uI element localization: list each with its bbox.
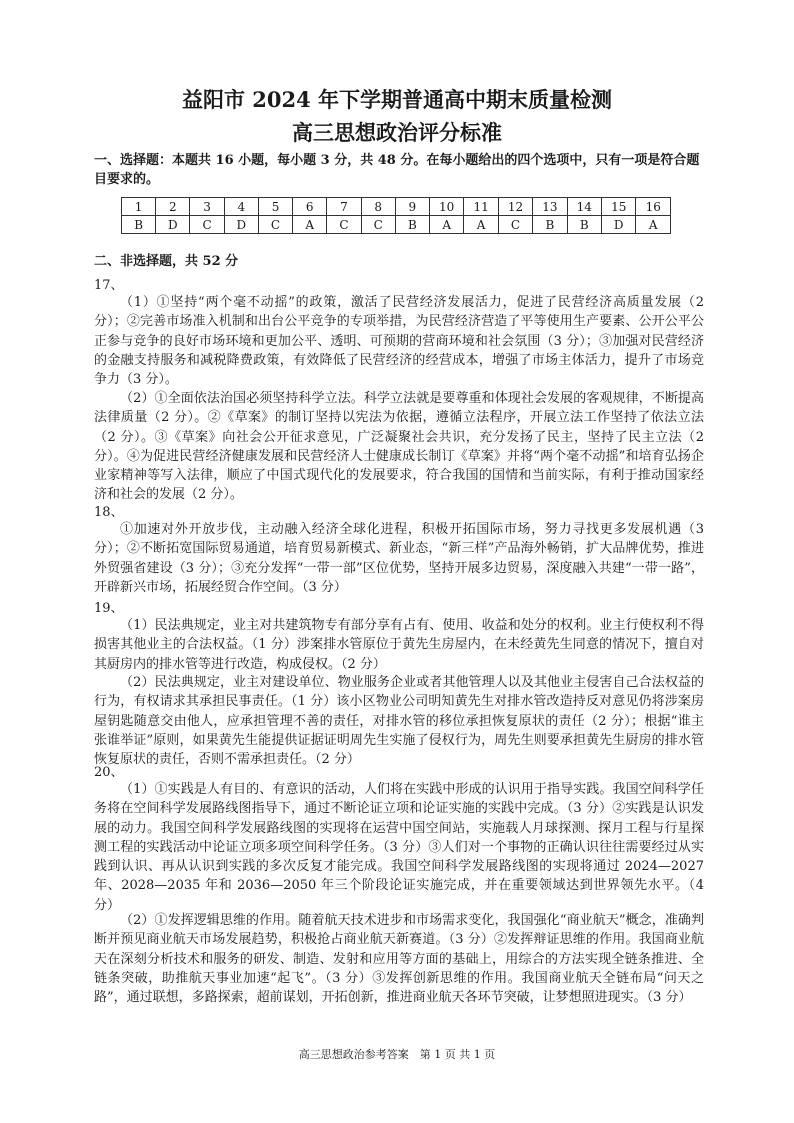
table-cell: B xyxy=(395,216,429,234)
table-cell: A xyxy=(429,216,463,234)
table-cell: 2 xyxy=(156,198,190,216)
table-cell: C xyxy=(190,216,224,234)
table-cell: 8 xyxy=(361,198,395,216)
table-cell: 6 xyxy=(293,198,327,216)
table-cell: A xyxy=(293,216,327,234)
question-number-row xyxy=(122,198,671,216)
q18-part-1: ①加速对外开放步伐，主动融入经济全球化进程，积极开拓国际市场，努力寻找更多发展机遇（3 分）；②不断拓宽国际贸易通道，培育贸易新模式、新业态，“新三样”产品海外畅销，扩大品牌优势，推进外贸强省建设（3 分）；③充分发挥“一带一部”区位优势，坚持开展多边贸易，深度融入共建“一带一路”，开辟新兴市场，拓展经贸合作空间。（3 分） xyxy=(94,522,704,595)
table-cell: 15 xyxy=(602,198,636,216)
table-cell: 5 xyxy=(258,198,292,216)
table-cell: 12 xyxy=(498,198,532,216)
question-19-label: 19、 xyxy=(94,601,124,616)
table-cell: 7 xyxy=(327,198,361,216)
table-cell: C xyxy=(498,216,532,234)
q20-part-1: （1）①实践是人有目的、有意识的活动，人们将在实践中形成的认识用于指导实践。我国空间科学任务将在空间科学发展路线图指导下，通过不断论证立项和论证实施的实践中完成。（3 分）②实践是认识发展的动力。我国空间科学发展路线图的实现将在运营中国空间站，实施载人月球探测、探月工程与行星探测工程的实践活动中论证立项多项空间科学任务。（3 分）③人们对一个事物的正确认识往往需要经过从实践到认识、再从认识到实践的多次反复才能完成。我国空间科学发展路线图的实现将通过 2024—2027 年、2028—2035 年和 2036—2050 年三个阶段论证实施完成，并在重要领域达到世界领先水平。（4 分） xyxy=(94,782,704,913)
table-cell: 14 xyxy=(567,198,601,216)
table-cell: 3 xyxy=(190,198,224,216)
table-cell: 4 xyxy=(224,198,258,216)
question-18-label: 18、 xyxy=(94,505,124,520)
table-cell: B xyxy=(567,216,601,234)
page-footer: 高三思想政治参考答案 第 1 页 共 1 页 xyxy=(298,1048,496,1061)
table-cell: 1 xyxy=(122,198,156,216)
table-cell: 16 xyxy=(636,198,671,216)
table-cell: 9 xyxy=(395,198,429,216)
table-cell: A xyxy=(636,216,671,234)
section-2-heading: 二、非选择题，共 52 分 xyxy=(94,254,239,269)
table-cell: D xyxy=(224,216,258,234)
table-cell: C xyxy=(361,216,395,234)
q19-part-2: （2）民法典规定，业主对建设单位、物业服务企业或者其他管理人以及其他业主侵害自己合法权益的行为，有权请求其承担民事责任。（1 分）该小区物业公司明知黄先生对排水管改造持反对意见仍将涉案房屋钥匙随意交由他人，应承担管理不善的责任，对排水管的移位承担恢复原状的责任（2 分）；根据“谁主张谁举证”原则，如果黄先生能提供证据证明周先生实施了侵权行为，周先生则要承担黄先生厨房的排水管恢复原状的责任，否则不需承担责任。（2 分） xyxy=(94,675,704,768)
q17-part-1: （1）①坚持“两个毫不动摇”的政策，激活了民营经济发展活力，促进了民营经济高质量发展（2 分）；②完善市场准入机制和出台公平竞争的专项举措，为民营经济营造了平等使用生产要素、公开公平公正参与竞争的良好市场环境和更加公平、透明、可预期的营商环境和社会氛围（3 分）；③加强对民营经济的金融支持服务和减税降费政策，有效降低了民营经济的经营成本，增强了市场主体活力，提升了市场竞争力（3 分）。 xyxy=(94,295,704,388)
table-cell: 11 xyxy=(464,198,498,216)
table-cell: C xyxy=(258,216,292,234)
table-cell: B xyxy=(533,216,567,234)
table-cell: C xyxy=(327,216,361,234)
question-20-label: 20、 xyxy=(94,765,124,780)
table-cell: 10 xyxy=(429,198,463,216)
table-cell: D xyxy=(602,216,636,234)
q17-part-2: （2）①全面依法治国必须坚持科学立法。科学立法就是要尊重和体现社会发展的客观规律，不断提高法律质量（2 分）。②《草案》的制订坚持以宪法为依据，遵循立法程序，开展立法工作坚持了依法立法（2 分）。③《草案》向社会公开征求意见，广泛凝聚社会共识，充分发扬了民主，坚持了民主立法（2 分）。④为促进民营经济健康发展和民营经济人士健康成长制订《草案》并将“两个毫不动摇”和培育弘扬企业家精神等写入法律，顺应了中国式现代化的发展要求，符合我国的国情和当前实际，有利于推动国家经济和社会的发展（2 分）。 xyxy=(94,391,704,503)
answer-table xyxy=(121,197,671,234)
document-subtitle: 高三思想政治评分标准 xyxy=(292,120,502,145)
q19-part-1: （1）民法典规定，业主对共建筑物专有部分享有占有、使用、收益和处分的权利。业主行使权利不得损害其他业主的合法权益。（1 分）涉案排水管原位于黄先生房屋内，在未经黄先生同意的情况下，擅自对其厨房内的排水管等进行改造，构成侵权。（2 分） xyxy=(94,618,704,672)
table-cell: B xyxy=(122,216,156,234)
table-cell: A xyxy=(464,216,498,234)
document-title: 益阳市 2024 年下学期普通高中期末质量检测 xyxy=(181,87,613,112)
table-cell: 13 xyxy=(533,198,567,216)
question-17-label: 17、 xyxy=(94,278,124,293)
section-1-heading: 一、选择题：本题共 16 小题，每小题 3 分，共 48 分。在每小题给出的四个选项中，只有一项是符合题目要求的。 xyxy=(94,153,700,187)
answer-row xyxy=(122,216,671,234)
q20-part-2: （2）①发挥逻辑思维的作用。随着航天技术进步和市场需求变化，我国强化“商业航天”概念，准确判断并预见商业航天市场发展趋势，积极抢占商业航天新赛道。（3 分）②发挥辩证思维的作用。我国商业航天在深刻分析技术和服务的研发、制造、发射和应用等方面的基础上，用综合的方法实现全链条推进、全链条突破，助推航天事业加速“起飞”。（3 分）③发挥创新思维的作用。我国商业航天全链布局“问天之路”，通过联想，多路探索，超前谋划，开拓创新，推进商业航天各环节突破，让梦想照进现实。（3 分） xyxy=(94,913,704,1006)
table-cell: D xyxy=(156,216,190,234)
